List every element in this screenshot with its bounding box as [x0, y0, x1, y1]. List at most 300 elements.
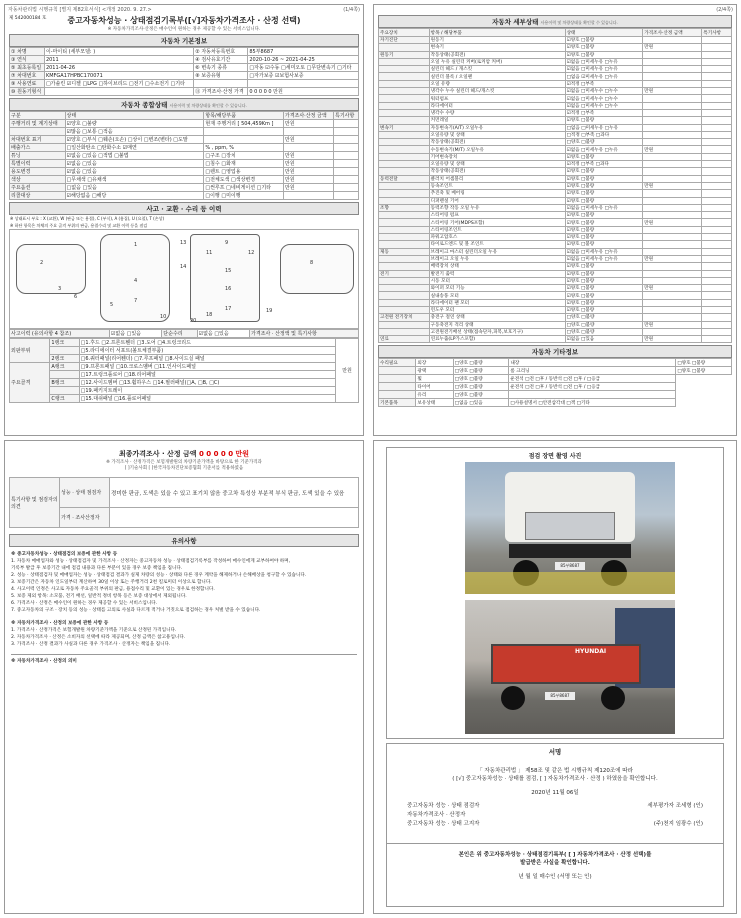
status-price — [283, 192, 333, 200]
inspection-price — [643, 248, 702, 255]
remarks-cell — [333, 168, 358, 176]
device-group — [379, 285, 430, 292]
remarks-cell — [702, 277, 732, 284]
rank-parts: □17.트렁크플로어 □18.리어패널 — [79, 371, 335, 379]
table-row — [379, 248, 732, 255]
status-state: ☑해당없음 □해당 — [65, 192, 204, 200]
field-label: ③ 연식 — [10, 56, 45, 64]
remarks-cell — [702, 285, 732, 292]
outer-panel-label: 외판부위 — [10, 339, 50, 363]
field-label: ⑩ 원동기형식 — [10, 88, 45, 96]
inspection-state: ☑적정 □부족 □과다 — [565, 161, 643, 168]
column-header: 상태 — [565, 29, 643, 37]
device-group — [379, 139, 430, 146]
table-row — [379, 241, 732, 248]
inspection-item: 스티어링 기어(MDPS포함) — [429, 219, 565, 226]
inspection-state: ☑없음 □미세누수 □누수 — [565, 88, 643, 95]
caution-line: 4. 사고이력 인정은 사고로 자동차 주요골격 부위의 판금, 용접수리 및 교환이 있는 경우로 한정합니다. — [11, 587, 215, 592]
page-1-title: 중고자동차성능 · 상태점검기록부([√]자동차가격조사 · 산정 선택) — [67, 16, 301, 25]
status-state: ☑양호 □부식 □훼손(오손) □상이 □변조(변타) □도말 — [65, 136, 204, 144]
caution-heading-2: ※ 자동차가격조사 · 산정의 보증에 관한 사항 등 — [11, 621, 109, 626]
inspection-price — [643, 314, 702, 321]
device-group: 고전원 전기장치 — [379, 314, 430, 321]
rank-price: 만원 — [336, 339, 359, 403]
item-label: 타이어 — [416, 383, 453, 391]
device-group — [379, 73, 430, 80]
remarks-cell — [702, 95, 732, 102]
final-price-title: 최종가격조사 · 산정 금액 0 0 0 0 0 만원 — [118, 450, 250, 458]
inspection-price — [643, 131, 702, 138]
caution-heading-3: ※ 자동차가격조사 · 산정의 의미 — [11, 654, 357, 665]
inspection-price — [643, 153, 702, 160]
remarks-cell — [333, 152, 358, 160]
opinion-appraiser-text — [110, 508, 359, 528]
inspection-price — [643, 58, 702, 65]
signature-date: 2020년 11월 06일 — [531, 790, 579, 796]
inspection-item: 등속조인트 — [429, 182, 565, 189]
table-row — [379, 306, 732, 313]
remarks-cell — [702, 204, 732, 211]
status-state: ☑없음 □있음 □적법 □불법 — [65, 152, 204, 160]
inspection-item: 브레이크 오일 누유 — [429, 255, 565, 262]
remarks-cell — [333, 128, 358, 136]
inspection-state: □양호 □불량 — [565, 321, 643, 328]
car-part-number: 8 — [310, 260, 314, 266]
inspection-price — [643, 190, 702, 197]
inspection-item: 작동상태(공회전) — [429, 139, 565, 146]
remarks-cell — [702, 336, 732, 343]
rear-plate: 85부8687 — [545, 692, 575, 700]
inspection-state: ☑양호 □불량 — [565, 212, 643, 219]
car-part-number: 16 — [225, 286, 232, 292]
item-label: 보유상태 — [416, 399, 453, 407]
inspection-item: 실내송풍 모터 — [429, 292, 565, 299]
device-group — [379, 197, 430, 204]
remarks-cell — [702, 190, 732, 197]
field-value — [44, 88, 193, 96]
status-detail: □구조 □장치 — [204, 152, 283, 160]
car-part-number: 11 — [206, 250, 213, 256]
device-group — [379, 95, 430, 102]
inspection-price — [643, 124, 702, 131]
device-group: 원동기 — [379, 51, 430, 58]
car-part-number: 4 — [134, 278, 138, 284]
table-row — [10, 347, 359, 355]
table-row — [10, 136, 359, 144]
remarks-cell — [702, 73, 732, 80]
group-label — [379, 391, 416, 399]
item-label: 광택 — [416, 367, 453, 375]
inspection-price: 만원 — [643, 255, 702, 262]
table-row — [379, 44, 732, 51]
table-row — [379, 139, 732, 146]
remarks-cell — [702, 241, 732, 248]
device-group — [379, 109, 430, 116]
table-row — [379, 336, 732, 343]
device-group — [379, 80, 430, 87]
remarks-cell — [702, 139, 732, 146]
table-row — [379, 117, 732, 124]
table-row — [379, 146, 732, 153]
table-row — [10, 184, 359, 192]
status-detail: % , ppm, % — [204, 144, 283, 152]
table-row — [379, 58, 732, 65]
device-group — [379, 328, 430, 335]
table-row — [379, 255, 732, 262]
field-value: KMFGA17HPBC170071 — [44, 72, 193, 80]
status-section-title: 자동차 종합상태 사용이력 및 차량상태를 확인할 수 있습니다. — [9, 98, 359, 111]
rank-parts: □1.후드 □2.프론트휀더 □3.도어 □4.트렁크리드 — [79, 339, 335, 347]
table-row — [379, 321, 732, 328]
item-label: □사용설명서 □안전삼각대 □잭 □기타 — [509, 399, 676, 407]
accident-note-2: ※ 하단 항목은 차체의 주요 골격 부위의 판금, 용접수리 및 교환 이력 등을 점검 — [10, 223, 148, 228]
status-item: 색상 — [10, 176, 66, 184]
signer-role: 중고자동차 성능 · 상태 고지자 — [407, 821, 480, 827]
inspection-item: 실린더 헤드 / 개스킷 — [429, 66, 565, 73]
group-label — [379, 383, 416, 391]
item-label: 운전석 □전 □후 / 동반석 □전 □후 / □응급 — [509, 375, 676, 383]
device-group: 조향 — [379, 204, 430, 211]
doc-number: 제 542000184 호 — [9, 16, 47, 21]
item-state: □양호 □불량 — [453, 383, 509, 391]
inspection-item: 추진축 및 베어링 — [429, 190, 565, 197]
device-group — [379, 219, 430, 226]
inspection-state: ☑양호 □불량 — [565, 197, 643, 204]
status-state: ☑없음 □있음 — [65, 168, 204, 176]
caution-body — [11, 551, 357, 665]
remarks-cell — [702, 58, 732, 65]
inspection-state: ☑양호 □불량 — [565, 277, 643, 284]
status-detail — [204, 136, 283, 144]
opinion-label: 특기사항 및 점검자의 의견 — [10, 478, 60, 528]
column-header: 가격조사·산정 금액 — [643, 29, 702, 37]
truck-bed — [491, 644, 641, 684]
status-item: 리콜대상 — [10, 192, 66, 200]
status-price: 만원 — [283, 184, 333, 192]
device-group — [379, 102, 430, 109]
car-part-number: 15 — [225, 268, 232, 274]
status-state: ☑양호 □불량 — [65, 120, 204, 128]
inspection-price: 만원 — [643, 285, 702, 292]
rank-parts: □19.패키지트레이 — [79, 387, 335, 395]
inspection-item: 타이로드엔드 및 볼 조인트 — [429, 241, 565, 248]
inspection-item: 원동기 — [429, 37, 565, 44]
table-row — [379, 161, 732, 168]
status-item: 주행거리 및 계기상태 — [10, 120, 66, 128]
inspection-state: ☑양호 □불량 — [565, 168, 643, 175]
table-row — [10, 355, 359, 363]
inspection-item: 동력조향 작동 오일 누유 — [429, 204, 565, 211]
page-4 — [373, 440, 737, 914]
status-price: 만원 — [283, 168, 333, 176]
item-state: □양호 □불량 — [676, 367, 732, 375]
inspection-price: 만원 — [643, 146, 702, 153]
device-group — [379, 234, 430, 241]
signature-rows — [407, 802, 703, 829]
table-row — [379, 88, 732, 95]
device-group — [379, 161, 430, 168]
inspection-item: 라디에이터 팬 모터 — [429, 299, 565, 306]
car-part-number: 14 — [180, 264, 187, 270]
inspection-item: 기어변속장치 — [429, 153, 565, 160]
table-header-row — [10, 112, 359, 120]
status-detail: □침수 □화재 — [204, 160, 283, 168]
table-row — [379, 270, 732, 277]
inspection-state: ☑없음 □미세누수 □누수 — [565, 95, 643, 102]
inspection-state: ☑없음 □미세누유 □누유 — [565, 66, 643, 73]
inspection-state: ☑양호 □불량 — [565, 51, 643, 58]
table-row — [379, 153, 732, 160]
device-group — [379, 146, 430, 153]
table-header-row — [379, 29, 732, 37]
rank-parts: □5.라디에이터 서포트(볼트체결부품) — [79, 347, 335, 355]
caution-line: 2. 성능 · 상태점검자 및 매매업자는 성능 · 상태점검 결과가 실제 차량의 성능 · 상태와 다른 경우 계약을 해제하거나 손해배상을 청구할 수 있습니다. — [11, 573, 307, 578]
remarks-cell — [702, 146, 732, 153]
status-price: 만원 — [283, 176, 333, 184]
table-row — [10, 387, 359, 395]
inspection-price — [643, 299, 702, 306]
truck-bumper — [509, 544, 631, 558]
remarks-cell — [702, 168, 732, 175]
table-row — [10, 371, 359, 379]
table-row — [379, 219, 732, 226]
inspection-state: □적정 □부족 □과다 — [565, 131, 643, 138]
inspection-price: 만원 — [643, 44, 702, 51]
remarks-cell — [702, 234, 732, 241]
table-row — [379, 204, 732, 211]
inspection-state: □양호 □불량 — [565, 328, 643, 335]
rank-label — [50, 371, 79, 379]
item-label: 룸 크리닝 — [509, 367, 676, 375]
caution-line: 1. 자동차 매매업자와 성능 · 상태점검자 및 가격조사 · 산정자는 중고자동차 성능 · 상태점검기록부를 작성하여 매수인에게 교부하여야 하며, — [11, 559, 291, 564]
remarks-cell — [702, 314, 732, 321]
table-row — [10, 192, 359, 200]
group-label: 기본품목 — [379, 399, 416, 407]
car-part-number: 18 — [206, 312, 213, 318]
inspection-price — [643, 306, 702, 313]
rear-wheel-right — [601, 686, 625, 710]
caution-line: 7. 중고자동차의 구조 · 장치 등의 성능 · 상태를 고의로 사실과 다르게 적거나 거짓으로 점검하는 경우 처벌 받을 수 있습니다. — [11, 608, 261, 613]
status-item: 배출가스 — [10, 144, 66, 152]
remarks-cell — [702, 66, 732, 73]
status-detail: □썬루프 □네비게이션 □기타 — [204, 184, 283, 192]
inspection-item: 스티어링조인트 — [429, 226, 565, 233]
table-row — [379, 124, 732, 131]
device-group — [379, 153, 430, 160]
signature-row — [407, 802, 703, 811]
remarks-cell — [702, 263, 732, 270]
rank-label: 1랭크 — [50, 339, 79, 347]
status-price: 만원 — [283, 120, 333, 128]
device-group — [379, 255, 430, 262]
inspection-state: ☑양호 □불량 — [565, 226, 643, 233]
inspection-state: ☑없음 □미세누유 □누유 — [565, 248, 643, 255]
item-label: 운전석 □전 □후 / 동반석 □전 □후 / □응급 — [509, 383, 676, 391]
signature-row — [407, 811, 703, 820]
opinion-inspector-label: 성능 · 상태 점검자 — [60, 478, 110, 508]
remarks-cell — [702, 131, 732, 138]
field-value: □자동 ☑수동 □세미오토 □무단변속기 □기타 — [248, 64, 359, 72]
inspection-price: 만원 — [643, 336, 702, 343]
device-group — [379, 168, 430, 175]
table-row — [10, 56, 359, 64]
inspection-state: ☑없음 □미세누유 □누유 — [565, 146, 643, 153]
table-row — [10, 339, 359, 347]
table-row — [10, 144, 359, 152]
car-part-number: 3 — [58, 286, 62, 292]
remarks-cell — [702, 88, 732, 95]
inspection-item: 라디에이터 — [429, 102, 565, 109]
car-part-number: 13 — [180, 240, 187, 246]
simple-repair-label: 단순수리 — [162, 330, 197, 338]
car-part-number: 19 — [266, 308, 273, 314]
device-group — [379, 66, 430, 73]
inspection-state: ☑없음 □있음 — [565, 336, 643, 343]
remarks-cell — [333, 120, 358, 128]
status-detail: □렌트 □영업용 — [204, 168, 283, 176]
item-state: □양호 □불량 — [453, 391, 509, 399]
inspection-item: 고전원전기배선 상태(접속단자,피복,보호기구) — [429, 328, 565, 335]
opinion-appraiser-label: 가격 · 조사산정자 — [60, 508, 110, 528]
table-row — [379, 263, 732, 270]
device-group — [379, 306, 430, 313]
inspection-price — [643, 117, 702, 124]
group-label — [379, 375, 416, 383]
car-part-number: 5 — [110, 302, 114, 308]
device-group — [379, 117, 430, 124]
inspection-item: 파워고압호스 — [429, 234, 565, 241]
table-row — [379, 73, 732, 80]
inspection-item: 자동변속기(A/T) 오일누유 — [429, 124, 565, 131]
item-state: □양호 □불량 — [676, 359, 732, 367]
inspection-item: 냉각수 누수 실린더 헤드/개스킷 — [429, 88, 565, 95]
field-label — [194, 80, 248, 88]
inspection-state: ☑양호 □불량 — [565, 285, 643, 292]
inspection-item: 오일유량 및 상태 — [429, 131, 565, 138]
inspection-price: 만원 — [643, 182, 702, 189]
table-row — [379, 168, 732, 175]
column-header: 가격조사·산정 금액 — [283, 112, 333, 120]
remarks-cell — [702, 175, 732, 182]
table-row — [379, 95, 732, 102]
opinion-table — [9, 477, 359, 528]
signature-text-2: ( [√] 중고자동차성능 · 상태를 점검, [ ] 자동차가격조사 · 산정 ) 하였음을 확인합니다. — [452, 776, 658, 782]
field-label: ⑦ 차대번호 — [10, 72, 45, 80]
car-part-number: 6 — [74, 294, 78, 300]
remarks-cell — [702, 197, 732, 204]
table-row — [379, 375, 732, 383]
caution-line: 2. 자동차가격조사 · 산정은 소비자의 선택에 따라 제공되며, 산정 금액은 참고용입니다. — [11, 635, 186, 640]
inspection-item: 워터펌프 — [429, 95, 565, 102]
device-group — [379, 44, 430, 51]
status-state: □일산화탄소 □탄화수소 ☑매연 — [65, 144, 204, 152]
inspection-price — [643, 66, 702, 73]
remarks-cell — [333, 176, 358, 184]
remarks-cell — [333, 136, 358, 144]
remarks-cell — [702, 161, 732, 168]
item-state: □양호 □불량 — [453, 375, 509, 383]
inspection-item: 실린더 블록 / 오일팬 — [429, 73, 565, 80]
item-state: □양호 □불량 — [453, 367, 509, 375]
device-group — [379, 292, 430, 299]
buyer-confirm — [387, 843, 723, 880]
item-state: □없음 □있음 — [453, 399, 509, 407]
inspection-item: 브레이크 마스터 실린더오일 누유 — [429, 248, 565, 255]
inspection-state: ☑양호 □불량 — [565, 190, 643, 197]
status-item: 튜닝 — [10, 152, 66, 160]
signer-name: 세부평가자 조세형 (인) — [647, 803, 703, 809]
remarks-cell — [702, 109, 732, 116]
inspection-item: 작동상태(공회전) — [429, 168, 565, 175]
table-row — [10, 64, 359, 72]
field-value: □자가보증 ☑보험사보증 — [248, 72, 359, 80]
field-label: ⑧ 보증유형 — [194, 72, 248, 80]
car-part-number: 1 — [134, 242, 138, 248]
table-row — [379, 109, 732, 116]
inspection-state: ☑양호 □불량 — [565, 292, 643, 299]
signature-text-1: 「 자동차관리법 」 제58조 및 같은 법 시행규칙 제120조에 따라 — [477, 768, 633, 774]
inspection-price — [643, 197, 702, 204]
car-part-number: 12 — [248, 250, 255, 256]
device-group — [379, 131, 430, 138]
inspection-item: 배력장치 상태 — [429, 263, 565, 270]
car-left-side — [16, 244, 86, 294]
item-state: □양호 □불량 — [453, 359, 509, 367]
table-row — [379, 391, 732, 399]
field-value: 85부8687 — [248, 48, 359, 56]
device-group — [379, 58, 430, 65]
status-state: □없음 □있음 — [65, 184, 204, 192]
device-group — [379, 190, 430, 197]
inspection-item: 오일 누유 실린더 커버(로커암 커버) — [429, 58, 565, 65]
remarks-cell — [702, 306, 732, 313]
table-row — [379, 175, 732, 182]
field-label: ⑪ 가격조사·산정 가격 — [194, 88, 248, 96]
inspection-price — [643, 204, 702, 211]
caution-line: 5. 보증 제외 항목: 소모품, 전기 배선, 일반적 정비 항목 등은 보증 대상에서 제외됩니다. — [11, 594, 187, 599]
device-group — [379, 277, 430, 284]
device-group — [379, 321, 430, 328]
inspection-price — [643, 109, 702, 116]
inspection-price — [643, 37, 702, 44]
table-row — [379, 328, 732, 335]
inspection-item: 구동축전지 격리 상태 — [429, 321, 565, 328]
price-note-1: ※ 가격조사 · 산정가격은 보험개발원의 차량기준가액을 바탕으로 한 기준가격과 — [106, 460, 262, 465]
inspection-item: 오일유량 및 상태 — [429, 161, 565, 168]
caution-heading-1: ※ 중고자동차성능 · 상태점검의 보증에 관한 사항 등 — [11, 552, 118, 557]
panel-rank-table — [9, 338, 359, 403]
table-row — [379, 299, 732, 306]
inspection-state: ☑없음 □미세누수 □누수 — [565, 102, 643, 109]
inspection-price — [643, 277, 702, 284]
inspection-item: 디퍼렌셜 기어 — [429, 197, 565, 204]
field-label: ④ 검사유효기간 — [194, 56, 248, 64]
table-row — [379, 102, 732, 109]
item-label: 유리 — [416, 391, 453, 399]
page-1 — [4, 4, 364, 436]
remarks-cell — [702, 153, 732, 160]
inspection-item: 작동상태(공회전) — [429, 51, 565, 58]
inspection-item: 클러치 어셈블리 — [429, 175, 565, 182]
rank-label — [50, 387, 79, 395]
remarks-cell — [702, 219, 732, 226]
page-1-header-left: 자동차관리법 시행규칙 [별지 제82호서식] <개정 2020. 9. 27.> — [8, 7, 152, 13]
table-row — [10, 363, 359, 371]
device-group: 전기 — [379, 270, 430, 277]
rank-parts: □9.프론트패널 □10.크로스멤버 □11.인사이드패널 — [79, 363, 335, 371]
caution-line: 3. 보증기간은 자동차 인도일부터 계산하여 30일 이상 또는 주행거리 2천 킬로미터 이상으로 합니다. — [11, 580, 212, 585]
accident-note: ※ 상태표시 부호 : X (교환), W (판금 또는 용접), C (부식), A (흠집), U (요철), T (손상) — [10, 216, 165, 221]
